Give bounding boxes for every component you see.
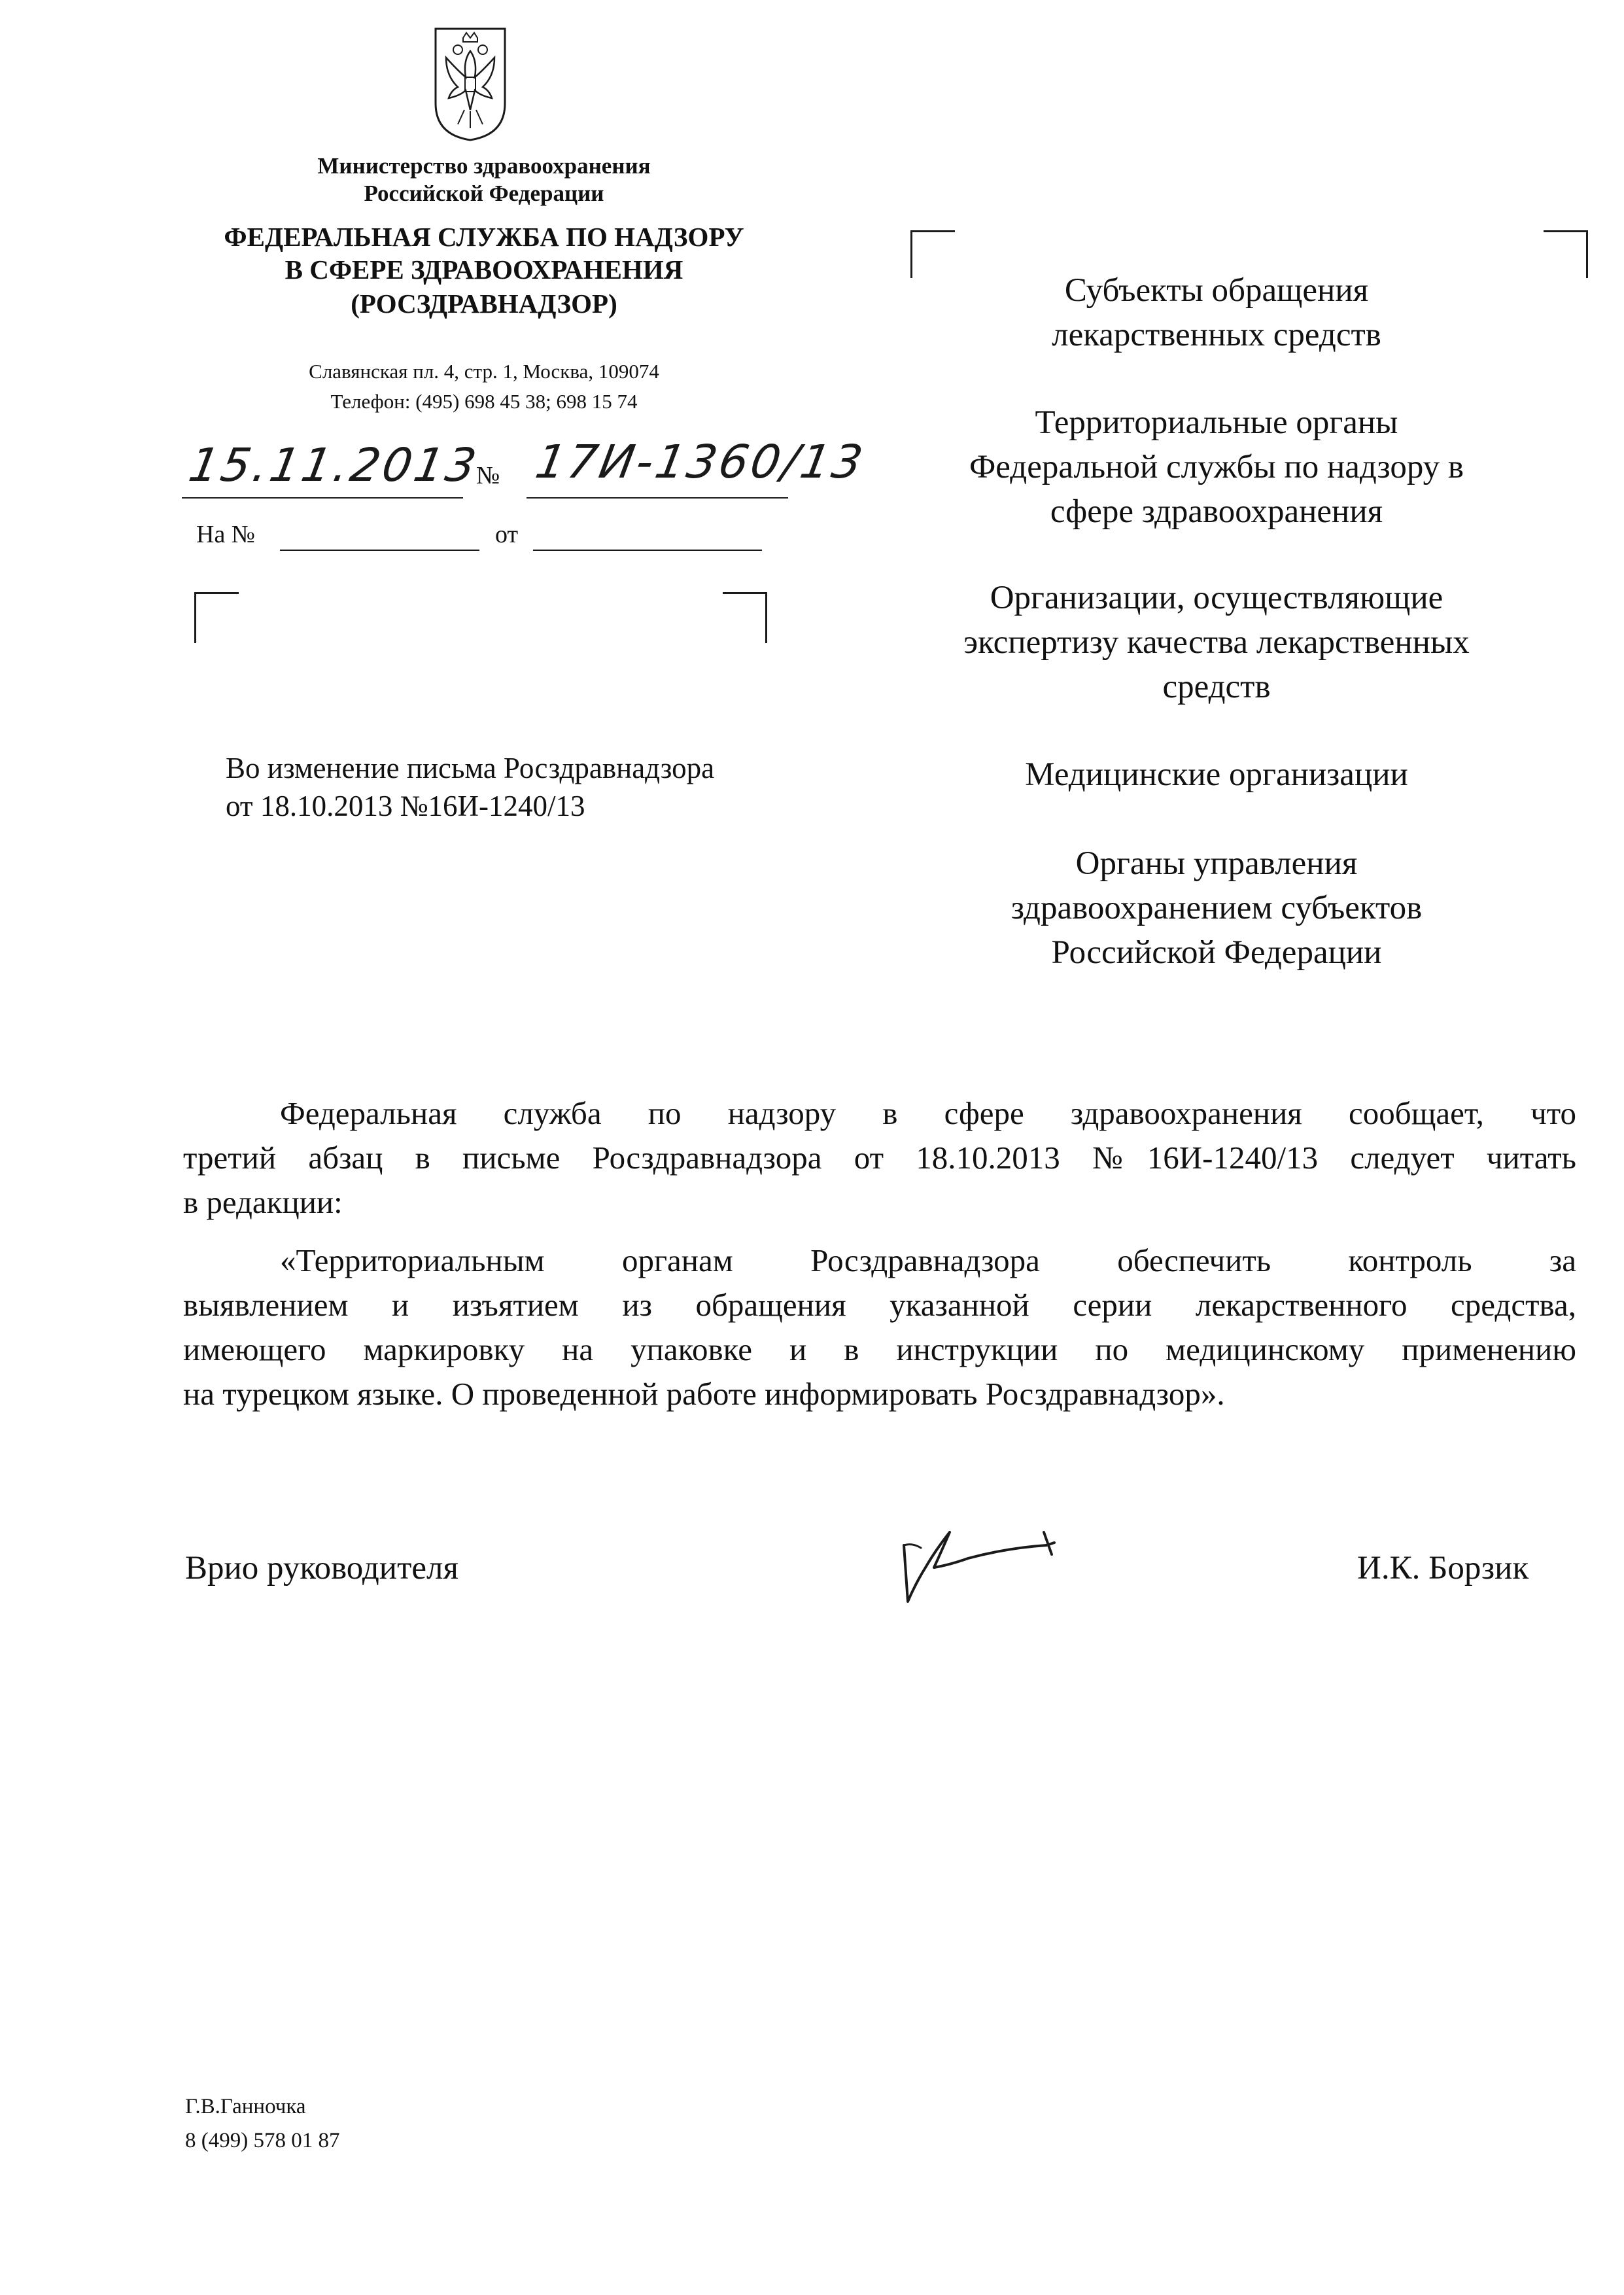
body-p1-line-2: третий абзац в письме Росздравнадзора от 18.10.2013 №16И-1240/13 следует читать [183, 1140, 1576, 1176]
body-p1-line-1: Федеральная служба по надзору в сфере здравоохранения сообщает, что [280, 1095, 1576, 1131]
address-block-corner-right [723, 592, 767, 643]
addressee-5-line-1: Органы управления [1075, 845, 1358, 882]
addressee-2-line-3: сфере здравоохранения [1050, 493, 1383, 530]
number-sign: № [476, 462, 500, 489]
addressee-5-line-2: здравоохранением субъектов [1011, 890, 1423, 926]
reference-line-1: Во изменение письма Росздравнадзора [226, 752, 715, 784]
body-p2-line-2: выявлением и изъятием из обращения указанной серии лекарственного средства, [183, 1287, 1576, 1323]
service-name-line-2: В СФЕРЕ ЗДРАВООХРАНЕНИЯ [285, 254, 683, 285]
ministry-line-2: Российской Федерации [364, 181, 604, 206]
addressee-5-line-3: Российской Федерации [1051, 934, 1382, 971]
body-paragraph-1 [183, 1091, 1576, 1225]
ministry-line-1: Министерство здравоохранения [317, 153, 651, 179]
addressee-4-line-1: Медицинские организации [1025, 756, 1408, 793]
body-p2-line-3: имеющего маркировку на упаковке и в инструкции по медицинскому применению [183, 1331, 1576, 1367]
handwritten-signature [890, 1505, 1073, 1609]
signatory-name: И.К. Борзик [1357, 1550, 1529, 1586]
handwritten-reg-number: 17И-1360/13 [531, 435, 869, 489]
service-address: Славянская пл. 4, стр. 1, Москва, 109074 [309, 360, 659, 383]
reply-from-date-field [533, 550, 762, 551]
coat-of-arms-emblem [432, 25, 509, 143]
executor-phone: 8 (499) 578 01 87 [185, 2129, 340, 2152]
body-paragraph-2 [183, 1238, 1576, 1416]
addressee-3-line-2: экспертизу качества лекарственных [963, 624, 1470, 661]
executor-name: Г.В.Ганночка [185, 2095, 306, 2118]
service-phone: Телефон: (495) 698 45 38; 698 15 74 [330, 390, 638, 413]
addressee-3-line-1: Организации, осуществляющие [990, 580, 1443, 616]
body-p2-line-1: «Территориальным органам Росздравнадзора обеспечить контроль за [280, 1242, 1576, 1278]
handwritten-date: 15.11.2013 [184, 438, 483, 492]
addressee-1-line-2: лекарственных средств [1052, 317, 1381, 353]
signatory-position: Врио руководителя [185, 1550, 458, 1586]
reply-from-label: от [495, 521, 519, 548]
addressee-1-line-1: Субъекты обращения [1064, 272, 1369, 309]
addressee-2-line-2: Федеральной службы по надзору в [969, 449, 1464, 485]
addressee-2-line-1: Территориальные органы [1035, 404, 1398, 441]
address-block-corner-left [194, 592, 239, 643]
reply-to-number-field [280, 550, 479, 551]
body-p2-line-4: на турецком языке. О проведенной работе информировать Росздравнадзор». [183, 1376, 1225, 1412]
body-p1-line-3: в редакции: [183, 1184, 343, 1220]
reference-line-2: от 18.10.2013 №16И-1240/13 [226, 790, 585, 822]
date-rule [182, 497, 463, 499]
service-name-line-3: (РОСЗДРАВНАДЗОР) [351, 289, 617, 319]
addressee-3-line-3: средств [1162, 669, 1271, 705]
reply-to-label: На № [196, 521, 256, 548]
reg-number-rule [527, 497, 788, 499]
service-name-line-1: ФЕДЕРАЛЬНАЯ СЛУЖБА ПО НАДЗОРУ [224, 222, 744, 252]
addressee-corner-right [1544, 230, 1588, 278]
